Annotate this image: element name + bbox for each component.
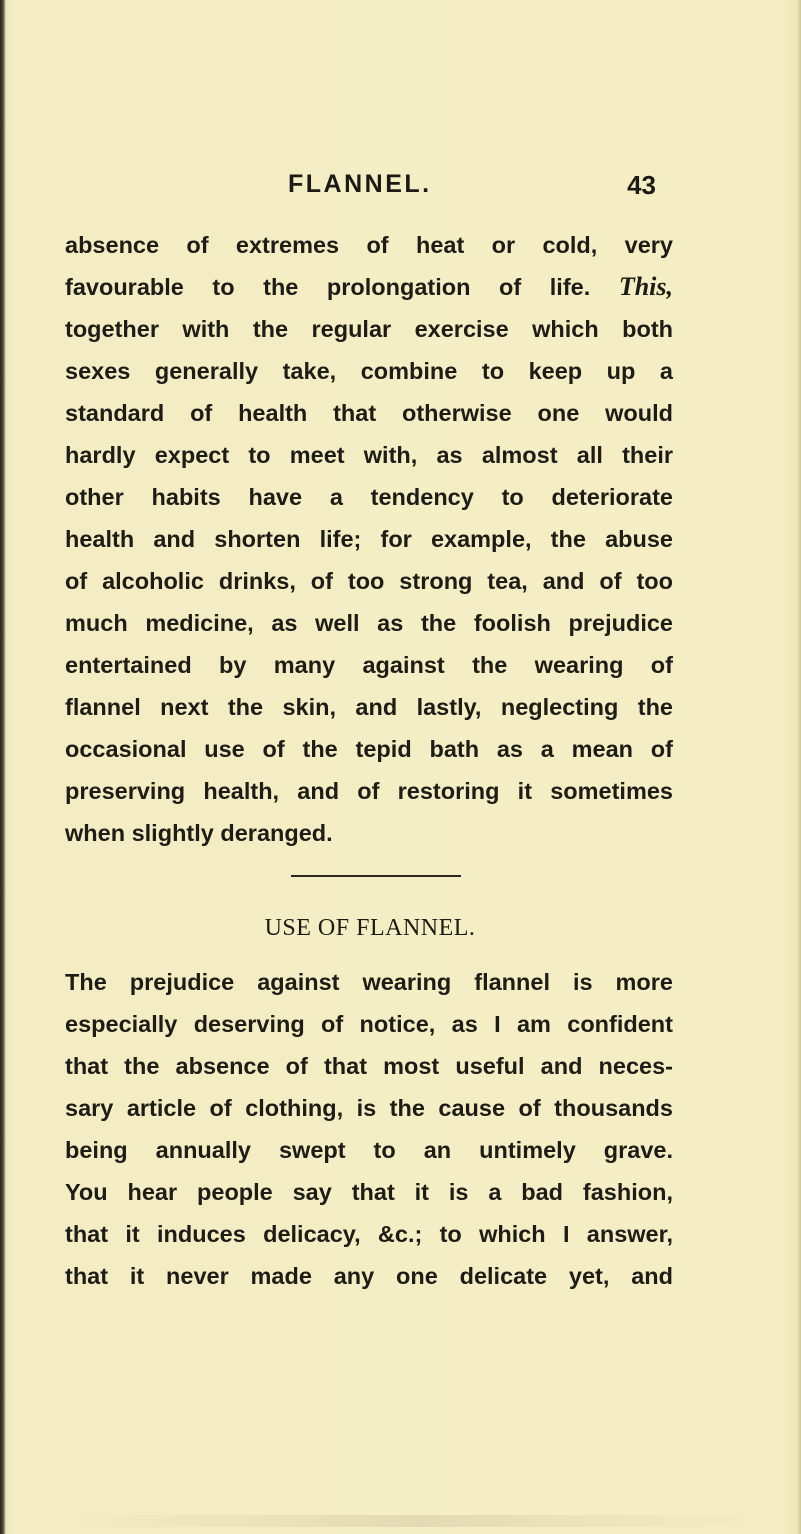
italic-word: This, — [618, 272, 674, 301]
text-line: occasional use of the tepid bath as a mean of — [65, 736, 673, 762]
text-line: sexes generally take, combine to keep up a — [65, 358, 673, 384]
text-line: standard of health that otherwise one would — [65, 400, 673, 426]
page-edge — [797, 0, 801, 1534]
text-line: absence of extremes of heat or cold, very — [65, 232, 673, 258]
page-header — [258, 170, 656, 206]
paragraph-1 — [65, 224, 673, 854]
text-line: preserving health, and of restoring it sometimes — [65, 778, 673, 804]
text-line: You hear people say that it is a bad fashion, — [65, 1179, 673, 1205]
text-line: being annually swept to an untimely grave. — [65, 1137, 673, 1163]
page-number: 43 — [627, 170, 656, 200]
text-line: other habits have a tendency to deteriorate — [65, 484, 673, 510]
page-smudge — [60, 1515, 780, 1527]
text-line: when slightly deranged. — [65, 820, 333, 846]
text-line: hardly expect to meet with, as almost all their — [65, 442, 673, 468]
text-segment: favourable to the prolongation of life. — [65, 274, 591, 300]
text-line: that the absence of that most useful and neces- — [65, 1053, 673, 1079]
page-gutter-shadow — [0, 0, 6, 1534]
text-line: sary article of clothing, is the cause of thousands — [65, 1095, 673, 1121]
text-line — [65, 266, 673, 308]
section-heading: USE OF FLANNEL. — [264, 915, 476, 941]
text-line: together with the regular exercise which both — [65, 316, 673, 342]
running-head: FLANNEL. — [288, 170, 432, 198]
text-line: that it never made any one delicate yet, and — [65, 1263, 673, 1289]
section-divider — [291, 875, 461, 877]
text-line: entertained by many against the wearing of — [65, 652, 673, 678]
paragraph-2 — [65, 961, 673, 1297]
text-line: health and shorten life; for example, the abuse — [65, 526, 673, 552]
text-line: flannel next the skin, and lastly, neglecting the — [65, 694, 673, 720]
text-line: The prejudice against wearing flannel is more — [65, 969, 673, 995]
text-line: that it induces delicacy, &c.; to which I answer, — [65, 1221, 673, 1247]
text-line: especially deserving of notice, as I am confident — [65, 1011, 673, 1037]
text-line: of alcoholic drinks, of too strong tea, and of too — [65, 568, 673, 594]
text-line: much medicine, as well as the foolish prejudice — [65, 610, 673, 636]
